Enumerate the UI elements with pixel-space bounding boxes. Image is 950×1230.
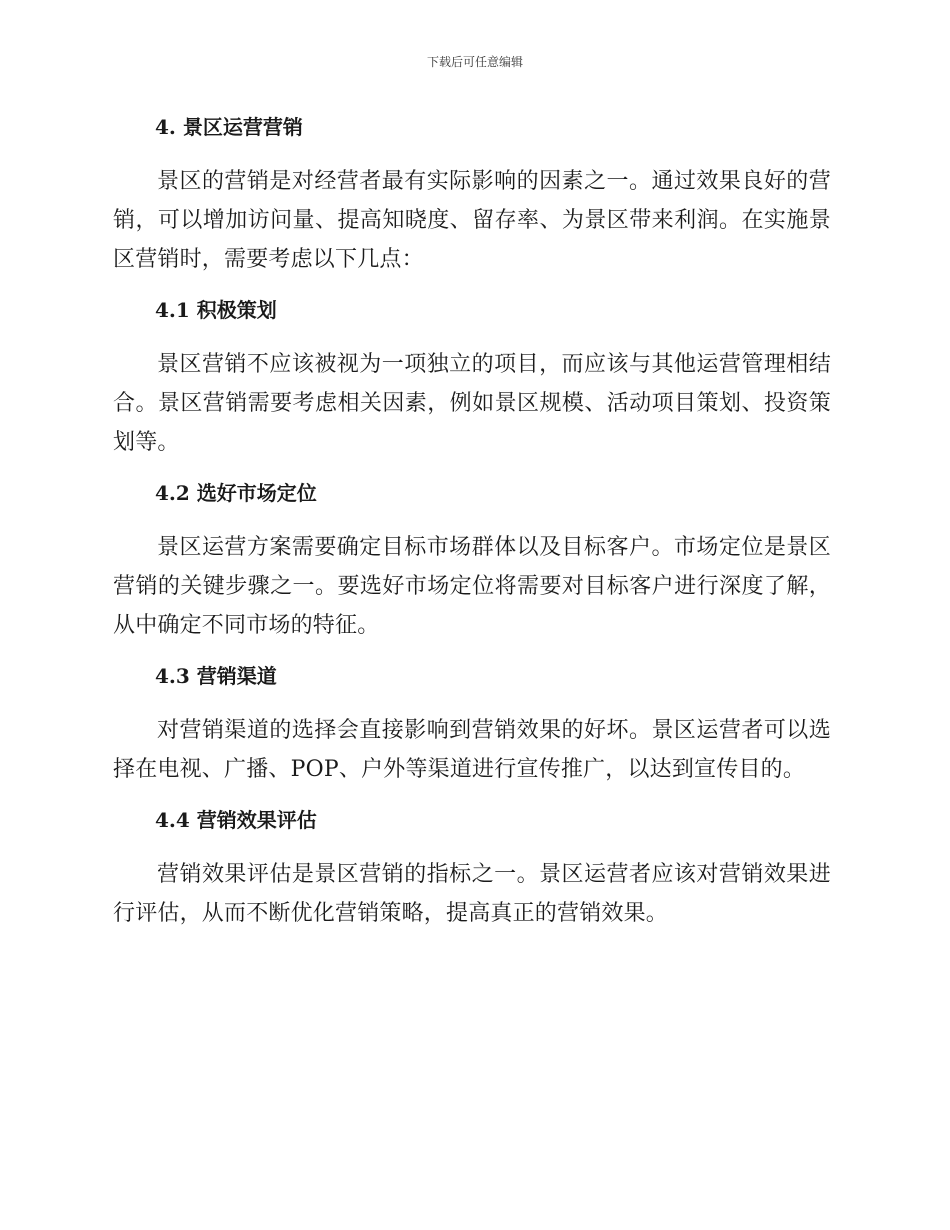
subsection-heading-4-1: 4.1 积极策划 xyxy=(155,298,277,322)
subsection-paragraph-4-2: 景区运营方案需要确定目标市场群体以及目标客户。市场定位是景区营销的关键步骤之一。要选好市场定位将需要对目标客户进行深度了解，从中确定不同市场的特征。 xyxy=(113,535,831,638)
subsection-heading-4-4: 4.4 营销效果评估 xyxy=(155,808,317,832)
subsection-heading-4-2: 4.2 选好市场定位 xyxy=(155,481,317,505)
subsection-heading-4-3: 4.3 营销渠道 xyxy=(155,664,277,688)
intro-paragraph: 景区的营销是对经营者最有实际影响的因素之一。通过效果良好的营销，可以增加访问量、提高知晓度、留存率、为景区带来利润。在实施景区营销时，需要考虑以下几点： xyxy=(113,169,831,272)
document-body xyxy=(113,112,831,933)
page-header: 下载后可任意编辑 xyxy=(426,55,523,69)
subsection-paragraph-4-4: 营销效果评估是景区营销的指标之一。景区运营者应该对营销效果进行评估，从而不断优化营销策略，提高真正的营销效果。 xyxy=(113,862,831,926)
subsection-paragraph-4-3: 对营销渠道的选择会直接影响到营销效果的好坏。景区运营者可以选择在电视、广播、POP、户外等渠道进行宣传推广，以达到宣传目的。 xyxy=(113,718,831,782)
subsection-paragraph-4-1: 景区营销不应该被视为一项独立的项目，而应该与其他运营管理相结合。景区营销需要考虑相关因素，例如景区规模、活动项目策划、投资策划等。 xyxy=(113,352,831,455)
section-title: 4. 景区运营营销 xyxy=(155,115,303,139)
